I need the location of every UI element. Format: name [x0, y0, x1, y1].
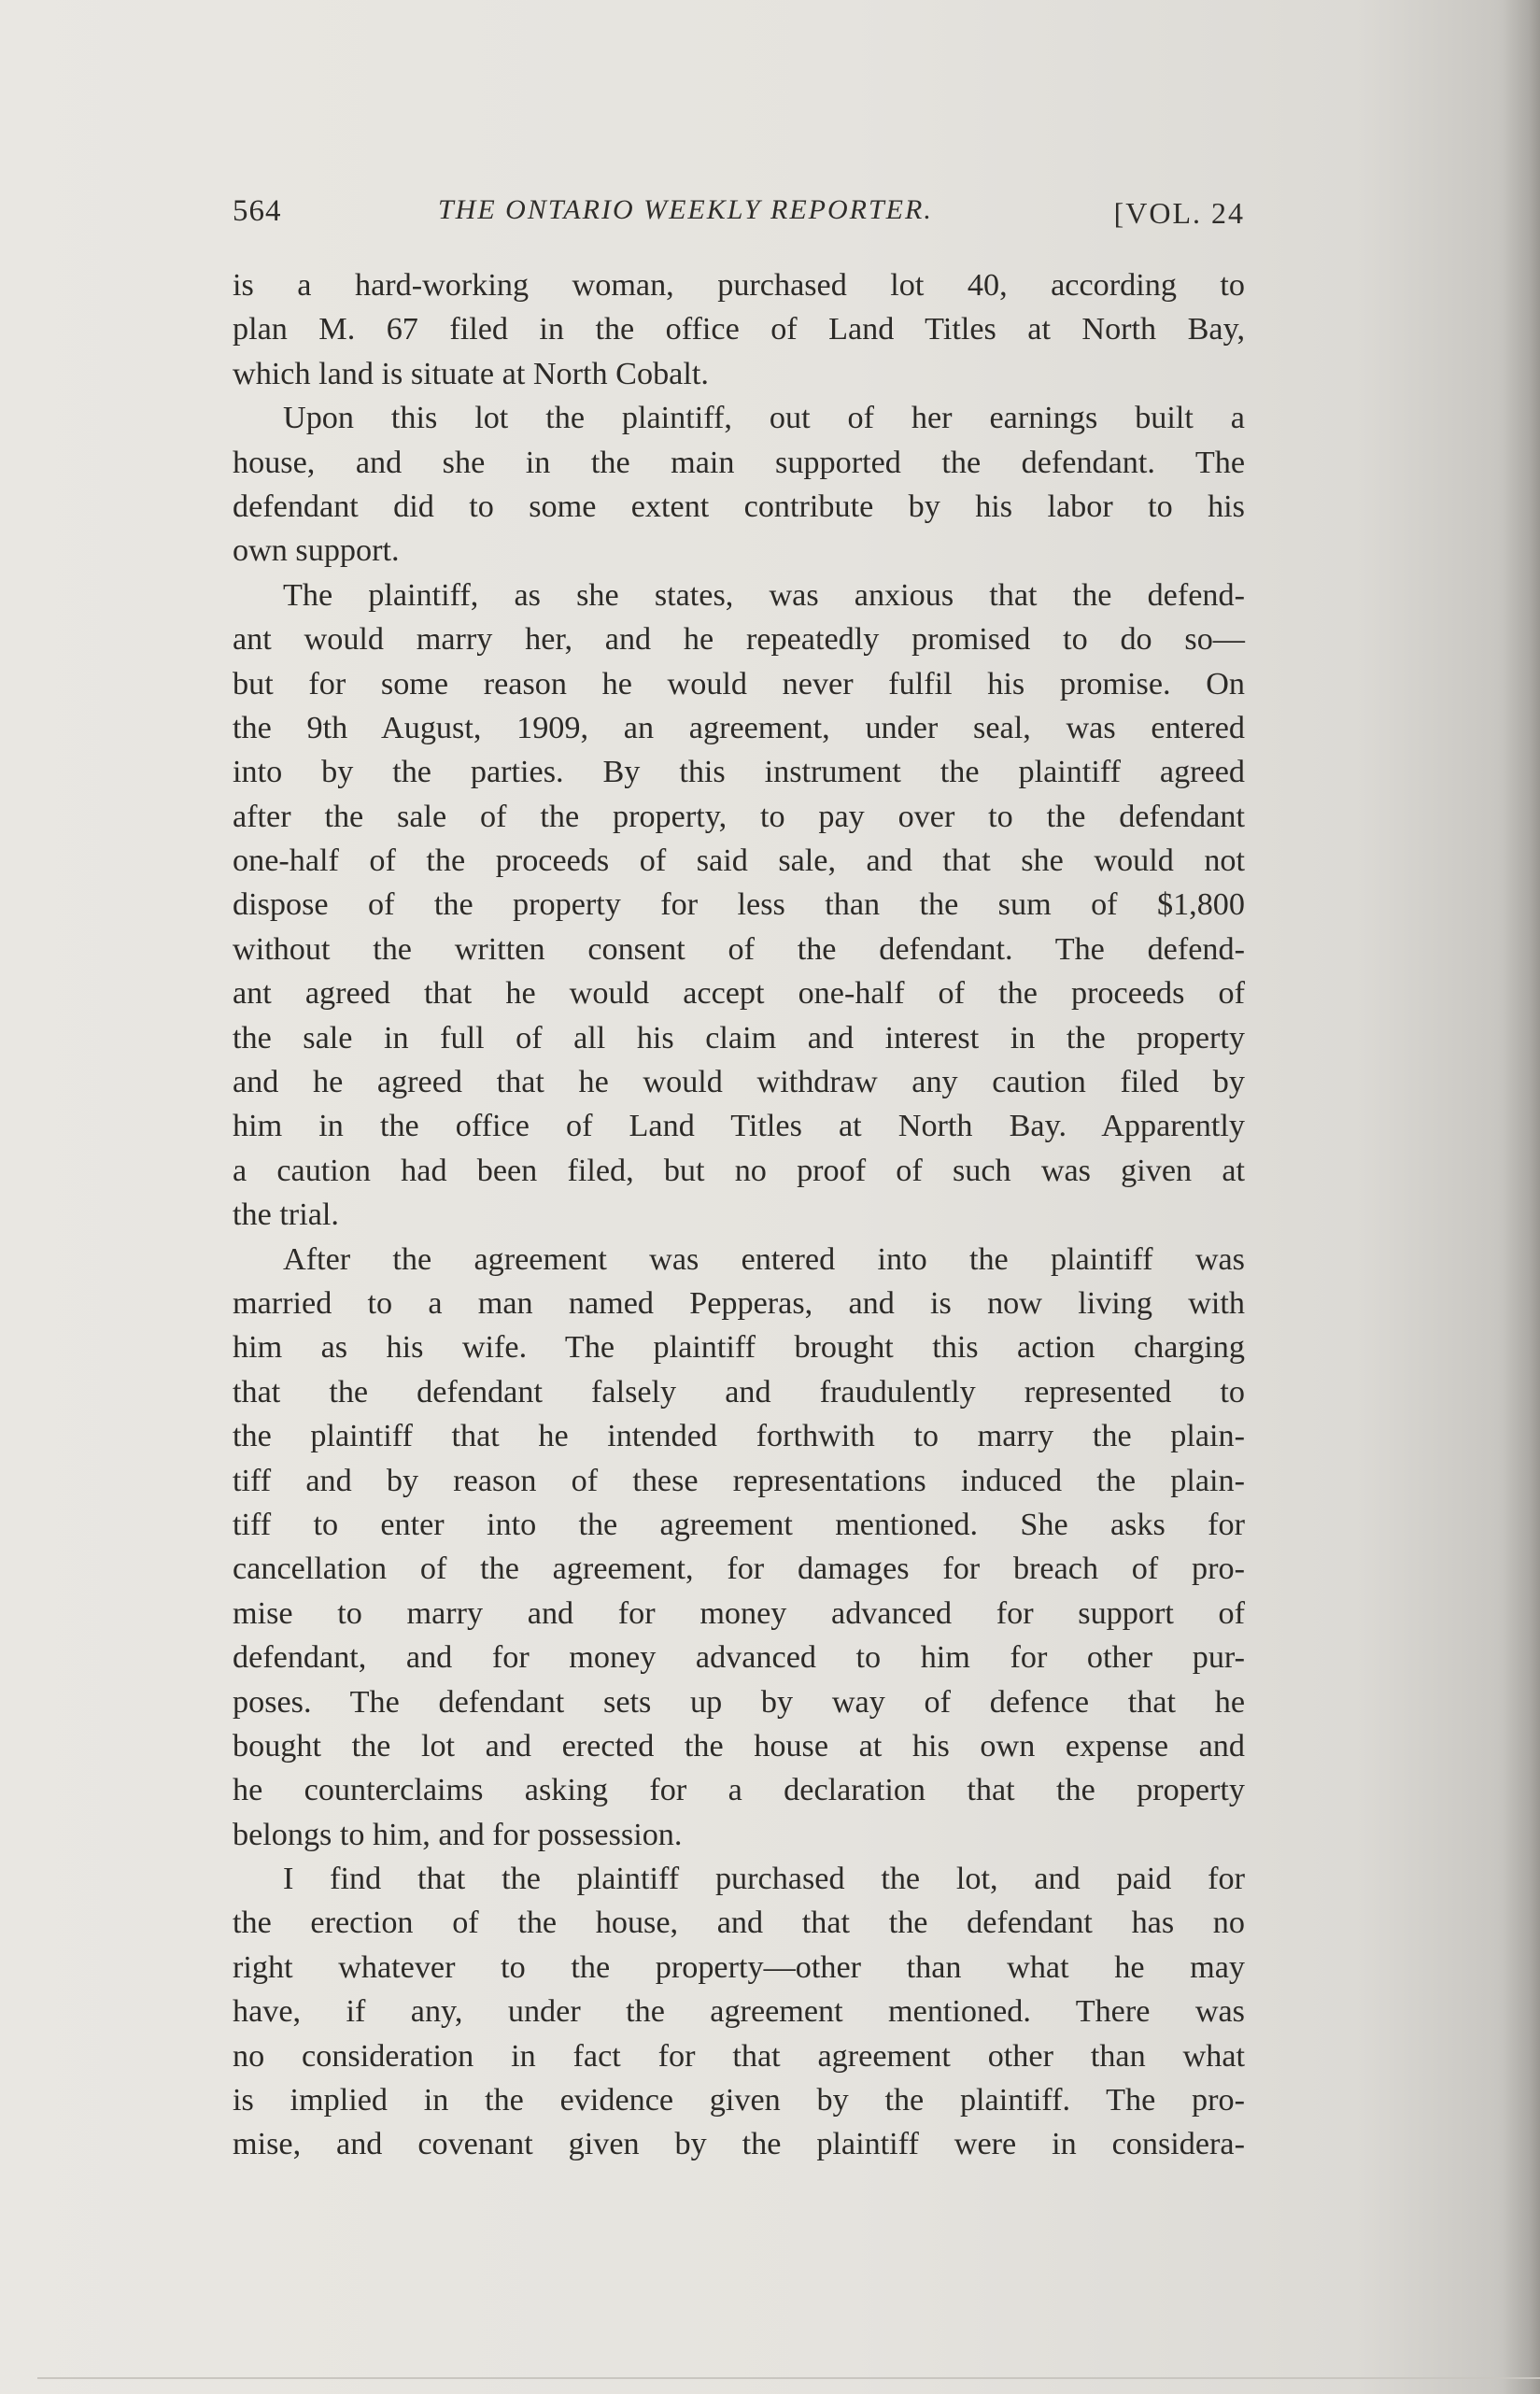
text-line: defendant did to some extent contribute by his labor to his [233, 489, 1245, 524]
text-line: married to a man named Pepperas, and is now living with [233, 1285, 1245, 1321]
text-line: right whatever to the property—other than what he may [233, 1949, 1245, 1985]
text-line: a caution had been filed, but no proof of such was given at [233, 1153, 1245, 1188]
text-line: one-half of the proceeds of said sale, and that she would not [233, 843, 1245, 879]
text-line: house, and she in the main supported the defendant. The [233, 445, 1245, 480]
text-line: dispose of the property for less than the sum of $1,800 [233, 887, 1245, 923]
text-line: is a hard-working woman, purchased lot 40, according to [233, 268, 1245, 303]
text-line: poses. The defendant sets up by way of defence that he [233, 1684, 1245, 1720]
text-line: own support. [233, 533, 400, 569]
text-line: bought the lot and erected the house at his own expense and [233, 1728, 1245, 1764]
text-line: but for some reason he would never fulfil his promise. On [233, 666, 1245, 701]
text-line: that the defendant falsely and fraudulently represented to [233, 1374, 1245, 1409]
text-line: is implied in the evidence given by the plaintiff. The pro- [233, 2083, 1245, 2118]
text-line: without the written consent of the defendant. The defend- [233, 931, 1245, 967]
text-line: into by the parties. By this instrument the plaintiff agreed [233, 755, 1245, 790]
text-line: after the sale of the property, to pay over to the defendant [233, 799, 1245, 834]
text-line: The plaintiff, as she states, was anxious that the defend- [283, 577, 1245, 613]
page-number: 564 [233, 194, 282, 228]
text-line: tiff to enter into the agreement mentioned. She asks for [233, 1507, 1245, 1542]
text-line: which land is situate at North Cobalt. [233, 356, 709, 391]
page-edge-shadow [1503, 0, 1540, 2394]
text-line: I find that the plaintiff purchased the lot, and paid for [283, 1862, 1245, 1897]
body-text [233, 263, 1245, 2167]
text-line: and he agreed that he would withdraw any caution filed by [233, 1065, 1245, 1100]
text-line: plan M. 67 filed in the office of Land Titles at North Bay, [233, 312, 1245, 347]
text-line: the plaintiff that he intended forthwith to marry the plain- [233, 1419, 1245, 1454]
text-line: the sale in full of all his claim and interest in the property [233, 1020, 1245, 1055]
volume-number: [VOL. 24 [1113, 196, 1245, 230]
running-head [233, 194, 1245, 241]
text-line: no consideration in fact for that agreement other than what [233, 2038, 1245, 2074]
text-line: ant would marry her, and he repeatedly promised to do so— [233, 622, 1245, 658]
text-line: mise to marry and for money advanced for support of [233, 1595, 1245, 1631]
text-line: him as his wife. The plaintiff brought this action charging [233, 1330, 1245, 1366]
text-line: he counterclaims asking for a declaration that the property [233, 1773, 1245, 1808]
text-line: After the agreement was entered into the plaintiff was [283, 1241, 1245, 1277]
text-line: him in the office of Land Titles at North Bay. Apparently [233, 1109, 1245, 1144]
text-line: belongs to him, and for possession. [233, 1817, 683, 1852]
text-line: Upon this lot the plaintiff, out of her earnings built a [283, 401, 1245, 436]
bottom-edge [37, 2377, 1540, 2379]
text-line: mise, and covenant given by the plaintiff were in considera- [233, 2127, 1245, 2162]
text-line: tiff and by reason of these representations induced the plain- [233, 1463, 1245, 1498]
text-line: have, if any, under the agreement mentioned. There was [233, 1994, 1245, 2030]
text-line: the erection of the house, and that the defendant has no [233, 1905, 1245, 1941]
text-line: defendant, and for money advanced to him for other pur- [233, 1640, 1245, 1676]
journal-title: THE ONTARIO WEEKLY REPORTER. [438, 194, 933, 225]
text-line: the trial. [233, 1197, 339, 1233]
text-line: cancellation of the agreement, for damages for breach of pro- [233, 1551, 1245, 1587]
text-line: the 9th August, 1909, an agreement, under seal, was entered [233, 710, 1245, 745]
text-line: ant agreed that he would accept one-half of the proceeds of [233, 976, 1245, 1012]
